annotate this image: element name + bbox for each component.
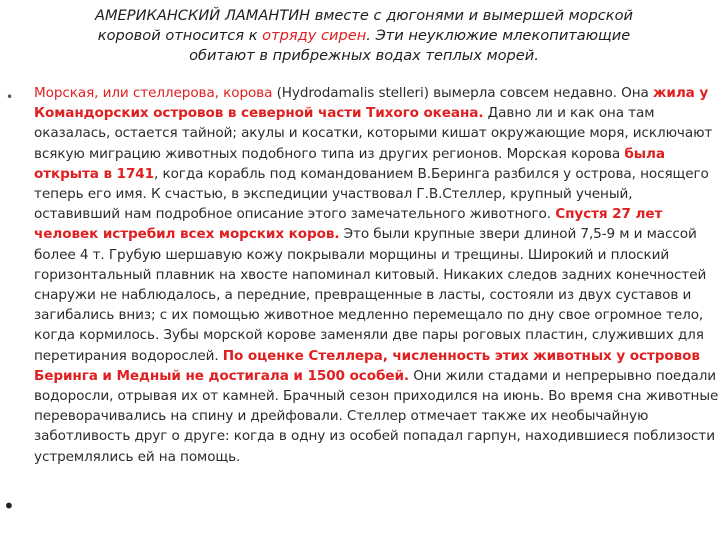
slide-title	[64, 6, 664, 66]
title-highlight-sirens: отряду сирен	[262, 27, 367, 44]
highlighted-text: Спустя 27 лет человек истребил всех морских коров.	[34, 206, 663, 243]
body-text: (Hydrodamalis stelleri) вымерла совсем недавно. Она	[272, 85, 653, 101]
body-text: Давно ли и как она там оказалась, остается тайной; акулы и косатки, которыми кишат окружающие моря, исключают всякую миграцию животных подобного типа из других регионов. Морская корова	[34, 105, 713, 162]
body-paragraph	[34, 83, 719, 467]
highlighted-text: Морская, или стеллерова, корова	[34, 85, 273, 101]
title-manatee: АМЕРИКАНСКИЙ ЛАМАНТИН	[94, 7, 311, 24]
title-line-3: обитают в прибрежных водах теплых морей.	[189, 47, 539, 64]
highlighted-text: жила у Командорских островов в северной части Тихого океана.	[34, 85, 709, 122]
body-text: , когда корабль под командованием В.Беринга разбился у острова, носящего теперь его имя. К счастью, в экспедиции участвовал Г.В.Стеллер, крупный ученый, оставивший нам подробное описание этого замечательного животного.	[34, 165, 709, 223]
highlighted-text: По оценке Стеллера, численность этих животных у островов Беринга и Медный не достигала и 1500 особей.	[34, 347, 700, 384]
title-line-2: коровой относится к отряду сирен. Эти неуклюжие млекопитающие	[97, 27, 631, 44]
title-line-1: АМЕРИКАНСКИЙ ЛАМАНТИН вместе с дюгонями и вымершей морской	[94, 7, 634, 24]
body-text: Они жили стадами и непрерывно поедали водоросли, отрывая их от камней. Брачный сезон приходился на июнь. Во время сна животные переворачивались на спину и дрейфовали. Стеллер отмечает также их необычайную заботливость друг о друге: когда в одну из особей попадал гарпун, находившиеся поблизости устремлялись ей на помощь.	[34, 367, 719, 465]
highlighted-text: была открыта в 1741	[34, 145, 665, 182]
body-text: Это были крупные звери длиной 7,5-9 м и массой более 4 т. Грубую шершавую кожу покрывали морщины и трещины. Широкий и плоский горизонтальный плавник на хвосте напоминал китовый. Никаких следов задних конечностей снаружи не наблюдалось, а передние, превращенные в ласты, состояли из двух суставов и загибались вниз; с их помощью животное медленно перемещало по дну свое огромное тело, когда кормилось. Зубы морской корове заменяли две пары роговых пластин, служивших для перетирания водорослей.	[34, 226, 707, 364]
bullet-marker: •	[6, 90, 14, 104]
bullet-marker-empty: •	[3, 494, 15, 518]
